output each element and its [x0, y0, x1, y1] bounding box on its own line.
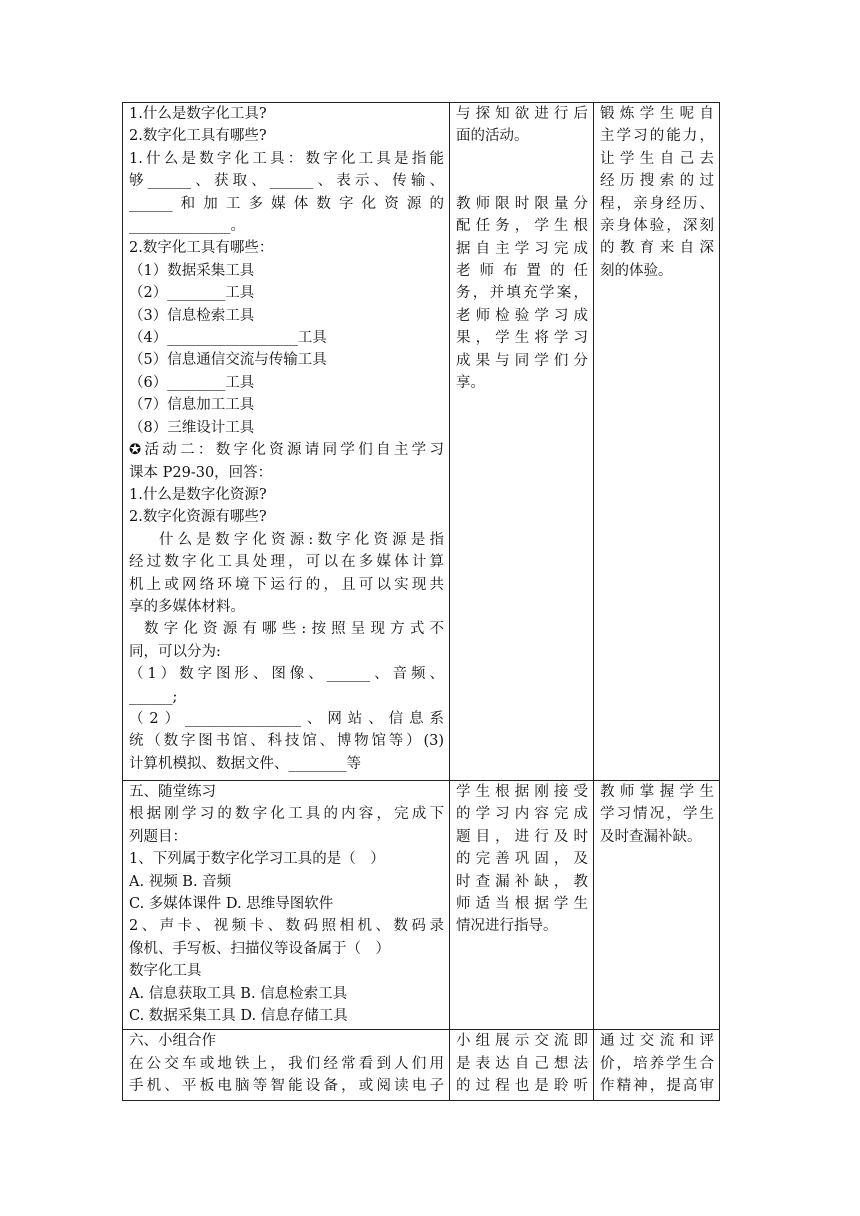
text-line: （2）________________、网站、信息系	[129, 710, 444, 727]
question-line: 2、声卡、视频卡、数码照相机、数码录	[129, 918, 444, 935]
text-line: （1）数字图形、图像、______、音频、	[129, 666, 444, 683]
option-line: C. 数据采集工具 D. 信息存储工具	[129, 1008, 348, 1025]
table-row	[123, 1030, 720, 1100]
list-item: （4）__________________工具	[129, 330, 327, 347]
text-line: 同，可以分为:	[129, 643, 221, 660]
text-line: 题目，进行及时	[456, 828, 588, 845]
text-line: 小组展示交流即	[456, 1033, 588, 1050]
option-line: A. 信息获取工具 B. 信息检索工具	[129, 985, 348, 1002]
text-line: 教师限时限量分	[456, 195, 588, 212]
text-line: 价，培养学生合	[600, 1055, 714, 1072]
text-line: 列题目：	[129, 828, 187, 845]
text-line: ______;	[129, 688, 178, 705]
text-line: 计算机模拟、数据文件、________等	[129, 755, 361, 772]
text-line: 老师检验学习成	[456, 307, 588, 324]
purpose-cell	[594, 1030, 720, 1100]
text-line: 亲身体验，深刻	[600, 218, 714, 235]
content-cell	[123, 781, 450, 1030]
text-line: 据自主学习完成	[456, 240, 588, 257]
purpose-cell	[594, 781, 720, 1030]
text-line: 2.数字化工具有哪些：	[129, 240, 274, 257]
text-line: 的教育来自深	[600, 240, 714, 257]
list-item: （1）数据采集工具	[129, 262, 255, 279]
text-line: 课本 P29-30，回答：	[129, 464, 273, 481]
text-line: 是表达自己想法	[456, 1055, 588, 1072]
activity-heading: ✪活动二：数字化资源请同学们自主学习	[129, 442, 444, 459]
question-line: 数字化工具	[129, 963, 202, 980]
text-line: 让学生自己去	[600, 150, 714, 167]
text-line: 老师布置的任	[456, 263, 588, 280]
text-line: 数字化资源有哪些:按照呈现方式不	[144, 621, 444, 638]
text-line: 成果与同学们分	[456, 352, 588, 369]
text-line: 与探知欲进行后	[456, 106, 588, 122]
list-item: （8）三维设计工具	[129, 419, 255, 436]
activity-cell	[450, 1030, 594, 1100]
text-line: 果，学生将学习	[456, 330, 588, 347]
text-line: 根据刚学习的数字化工具的内容，完成下	[129, 806, 444, 823]
text-line: 2.数字化工具有哪些?	[129, 128, 267, 145]
text-line: 1.什么是数字化工具?	[129, 106, 267, 122]
text-line: 配任务，学生根	[456, 218, 588, 235]
text-line: 学生根据刚接受	[456, 784, 588, 800]
table-row	[123, 781, 720, 1030]
text-line: 的完善巩固，及	[456, 851, 588, 868]
activity-cell	[450, 781, 594, 1030]
text-line: 的过程也是聆听	[456, 1078, 588, 1095]
text-line: ______和加工多媒体数字化资源的	[129, 195, 444, 212]
section-heading: 六、小组合作	[129, 1033, 216, 1050]
content-cell	[123, 103, 450, 781]
text-line: 及时查漏补缺。	[600, 828, 702, 845]
text-line: 教师掌握学生	[600, 784, 714, 800]
text-line: 1.什么是数字化工具：数字化工具是指能	[129, 150, 444, 167]
text-line: 程，亲身经历、	[600, 195, 714, 212]
text-line: 主学习的能力，	[600, 128, 714, 145]
text-line: 情况进行指导。	[456, 918, 558, 935]
option-line: C. 多媒体课件 D. 思维导图软件	[129, 896, 334, 913]
text-line: 学习情况，学生	[600, 806, 714, 823]
text-line: 锻炼学生呢自	[600, 106, 714, 122]
option-line: A. 视频 B. 音频	[129, 873, 232, 890]
text-line: 够______、获取、______、表示、传输、	[129, 173, 444, 190]
text-line: 的学习内容完成	[456, 806, 588, 823]
text-line: 机上或网络环境下运行的，且可以实现共	[129, 576, 444, 593]
list-item: （3）信息检索工具	[129, 307, 255, 324]
activity-cell	[450, 103, 594, 781]
text-line: 什么是数字化资源:数字化资源是指	[159, 531, 444, 548]
text-line: 师适当根据学生	[456, 896, 588, 913]
lesson-plan-table	[122, 102, 720, 1101]
text-line: 务，并填充学案，	[456, 285, 588, 302]
list-item: （7）信息加工工具	[129, 397, 255, 414]
question-line: 像机、手写板、扫描仪等设备属于（ ）	[129, 940, 390, 957]
list-item: （6）________工具	[129, 374, 255, 391]
list-item: （5）信息通信交流与传输工具	[129, 352, 327, 369]
text-line: 在公交车或地铁上，我们经常看到人们用	[129, 1055, 444, 1072]
section-heading: 五、随堂练习	[129, 784, 216, 800]
text-line: 经历搜索的过	[600, 173, 714, 190]
question-line: 1、下列属于数字化学习工具的是（ ）	[129, 851, 385, 868]
text-line: 手机、平板电脑等智能设备，或阅读电子	[129, 1078, 444, 1095]
text-line: 享。	[456, 375, 485, 392]
list-item: （2）________工具	[129, 285, 255, 302]
text-line: 时查漏补缺，教	[456, 873, 588, 890]
text-line: 面的活动。	[456, 128, 529, 145]
text-line: 1.什么是数字化资源?	[129, 486, 267, 503]
content-cell	[123, 1030, 450, 1100]
text-line: 经过数字化工具处理，可以在多媒体计算	[129, 554, 444, 571]
purpose-cell	[594, 103, 720, 781]
table-row	[123, 103, 720, 781]
text-line: 作精神，提高审	[600, 1078, 714, 1095]
text-line: ______________。	[129, 218, 245, 235]
text-line: 刻的体验。	[600, 262, 673, 279]
text-line: 享的多媒体材料。	[129, 598, 245, 615]
text-line: 统（数字图书馆、科技馆、博物馆等）(3)	[129, 733, 444, 750]
text-line: 2.数字化资源有哪些?	[129, 509, 267, 526]
text-line: 通过交流和评	[600, 1033, 714, 1050]
